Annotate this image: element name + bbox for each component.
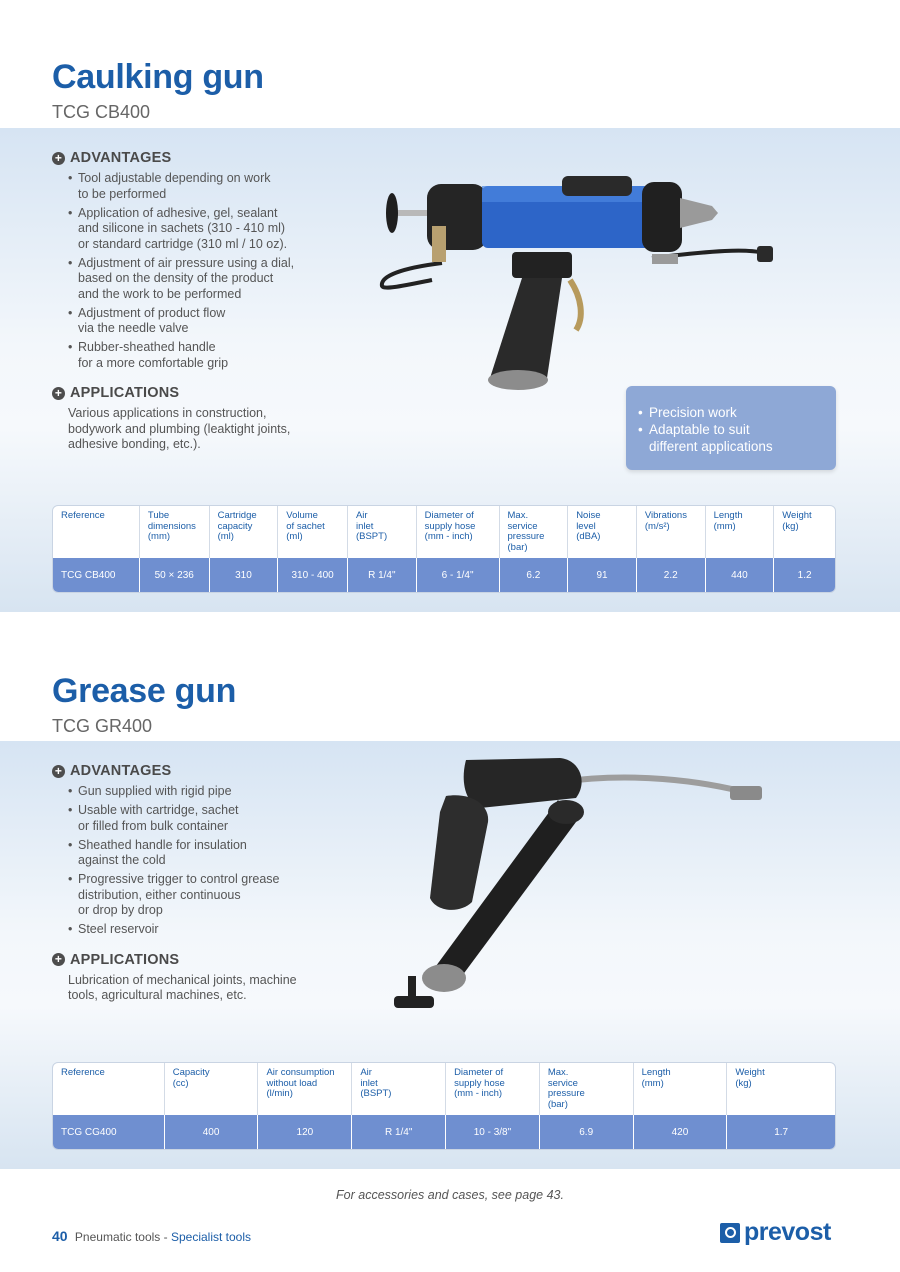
caulking-gun-image — [372, 168, 782, 404]
column-header: Reference — [53, 1063, 165, 1115]
table-cell: 2.2 — [637, 558, 706, 592]
column-header: Weight (kg) — [782, 510, 812, 532]
plus-icon: + — [52, 953, 65, 966]
grease-advantages — [52, 763, 297, 1004]
column-header: Air inlet (BSPT) — [352, 1063, 446, 1115]
accessories-note: For accessories and cases, see page 43. — [336, 1188, 564, 1202]
column-header: Vibrations (m/s²) — [637, 506, 706, 558]
column-header: Cartridge capacity (ml) — [210, 506, 279, 558]
column-header: Length (mm) — [706, 506, 775, 558]
table-cell: 6.2 — [500, 558, 569, 592]
list-item: • Usable with cartridge, sachet or filled from bulk container — [68, 803, 297, 834]
list-item: • Adjustment of product flow via the needle valve — [68, 306, 294, 337]
table-cell: 10 - 3/8" — [446, 1115, 540, 1149]
list-item: • Sheathed handle for insulation against the cold — [68, 838, 297, 869]
list-item: • Progressive trigger to control grease distribution, either continuous or drop by drop — [68, 872, 297, 919]
logo-text: prevost — [744, 1218, 831, 1246]
table-cell: TCG CB400 — [53, 558, 140, 592]
table-cell: 91 — [568, 558, 637, 592]
table-header-row — [53, 1063, 835, 1115]
grease-spec-table — [52, 1062, 836, 1150]
list-item: • Rubber-sheathed handle for a more comfortable grip — [68, 340, 294, 371]
list-item: • Steel reservoir — [68, 922, 297, 938]
plus-icon: + — [52, 152, 65, 165]
table-cell: 310 — [210, 558, 279, 592]
column-header: Max. service pressure (bar) — [500, 506, 569, 558]
footer-category: Pneumatic tools - — [74, 1230, 171, 1244]
table-cell: 1.7 — [727, 1115, 835, 1149]
table-row — [53, 1115, 835, 1149]
column-header: Volume of sachet (ml) — [278, 506, 348, 558]
callout-item: • Adaptable to suit different applications — [638, 421, 836, 455]
advantages-heading: + ADVANTAGES — [52, 150, 294, 166]
footer-subcategory: Specialist tools — [170, 1230, 252, 1244]
caulking-spec-table — [52, 505, 836, 593]
column-header: Max. service pressure (bar) — [540, 1063, 634, 1115]
applications-text: Lubrication of mechanical joints, machine tools, agricultural machines, etc. — [68, 972, 297, 1002]
plus-icon: + — [52, 765, 65, 778]
page-title: Grease gun — [52, 672, 237, 710]
table-header-row — [53, 506, 835, 558]
page-title: Caulking gun — [52, 58, 264, 96]
product-code: TCG CB400 — [52, 102, 151, 122]
caulking-heading — [52, 60, 264, 123]
page-footer — [52, 1228, 251, 1244]
callout-item: • Precision work — [638, 404, 836, 421]
column-header: Air consumption without load (l/min) — [258, 1063, 352, 1115]
applications-text: Various applications in construction, bodywork and plumbing (leaktight joints, adhesive bonding, etc.). — [68, 406, 291, 451]
table-cell: R 1/4" — [348, 558, 417, 592]
table-cell: 400 — [165, 1115, 259, 1149]
advantages-list — [68, 784, 297, 938]
logo-icon — [720, 1223, 740, 1243]
column-header: Tube dimensions (mm) — [140, 506, 210, 558]
column-header: Reference — [53, 506, 140, 558]
table-row — [53, 558, 835, 592]
column-header: Diameter of supply hose (mm - inch) — [446, 1063, 540, 1115]
column-header: Length (mm) — [634, 1063, 728, 1115]
list-item: • Adjustment of air pressure using a dial, based on the density of the product and the work to be performed — [68, 256, 294, 303]
column-header: Capacity (cc) — [165, 1063, 259, 1115]
prevost-logo — [720, 1218, 831, 1247]
advantages-heading: + ADVANTAGES — [52, 763, 297, 779]
advantages-list — [68, 171, 294, 371]
table-cell: R 1/4" — [352, 1115, 446, 1149]
list-item: • Application of adhesive, gel, sealant and silicone in sachets (310 - 410 ml) or standard cartridge (310 ml / 10 oz). — [68, 206, 294, 253]
table-cell: TCG CG400 — [53, 1115, 165, 1149]
caulking-advantages — [52, 150, 294, 453]
list-item: • Tool adjustable depending on work to be performed — [68, 171, 294, 202]
applications-heading: + APPLICATIONS — [52, 385, 294, 401]
table-cell: 6.9 — [540, 1115, 634, 1149]
plus-icon: + — [52, 387, 65, 400]
grease-heading — [52, 674, 236, 737]
table-cell: 1.2 — [774, 558, 835, 592]
table-cell: 120 — [258, 1115, 352, 1149]
column-header: Weight (kg) — [735, 1067, 765, 1089]
page-number: 40 — [52, 1228, 68, 1244]
feature-callout — [626, 386, 836, 470]
column-header: Air inlet (BSPT) — [348, 506, 417, 558]
table-cell: 420 — [634, 1115, 728, 1149]
product-code: TCG GR400 — [52, 716, 153, 736]
table-cell: 6 - 1/4" — [417, 558, 500, 592]
column-header: Noise level (dBA) — [568, 506, 637, 558]
table-cell: 310 - 400 — [278, 558, 348, 592]
table-cell: 440 — [706, 558, 775, 592]
column-header: Diameter of supply hose (mm - inch) — [417, 506, 500, 558]
list-item: • Gun supplied with rigid pipe — [68, 784, 297, 800]
applications-heading: + APPLICATIONS — [52, 952, 297, 968]
grease-gun-image — [380, 752, 770, 1034]
table-cell: 50 × 236 — [140, 558, 210, 592]
